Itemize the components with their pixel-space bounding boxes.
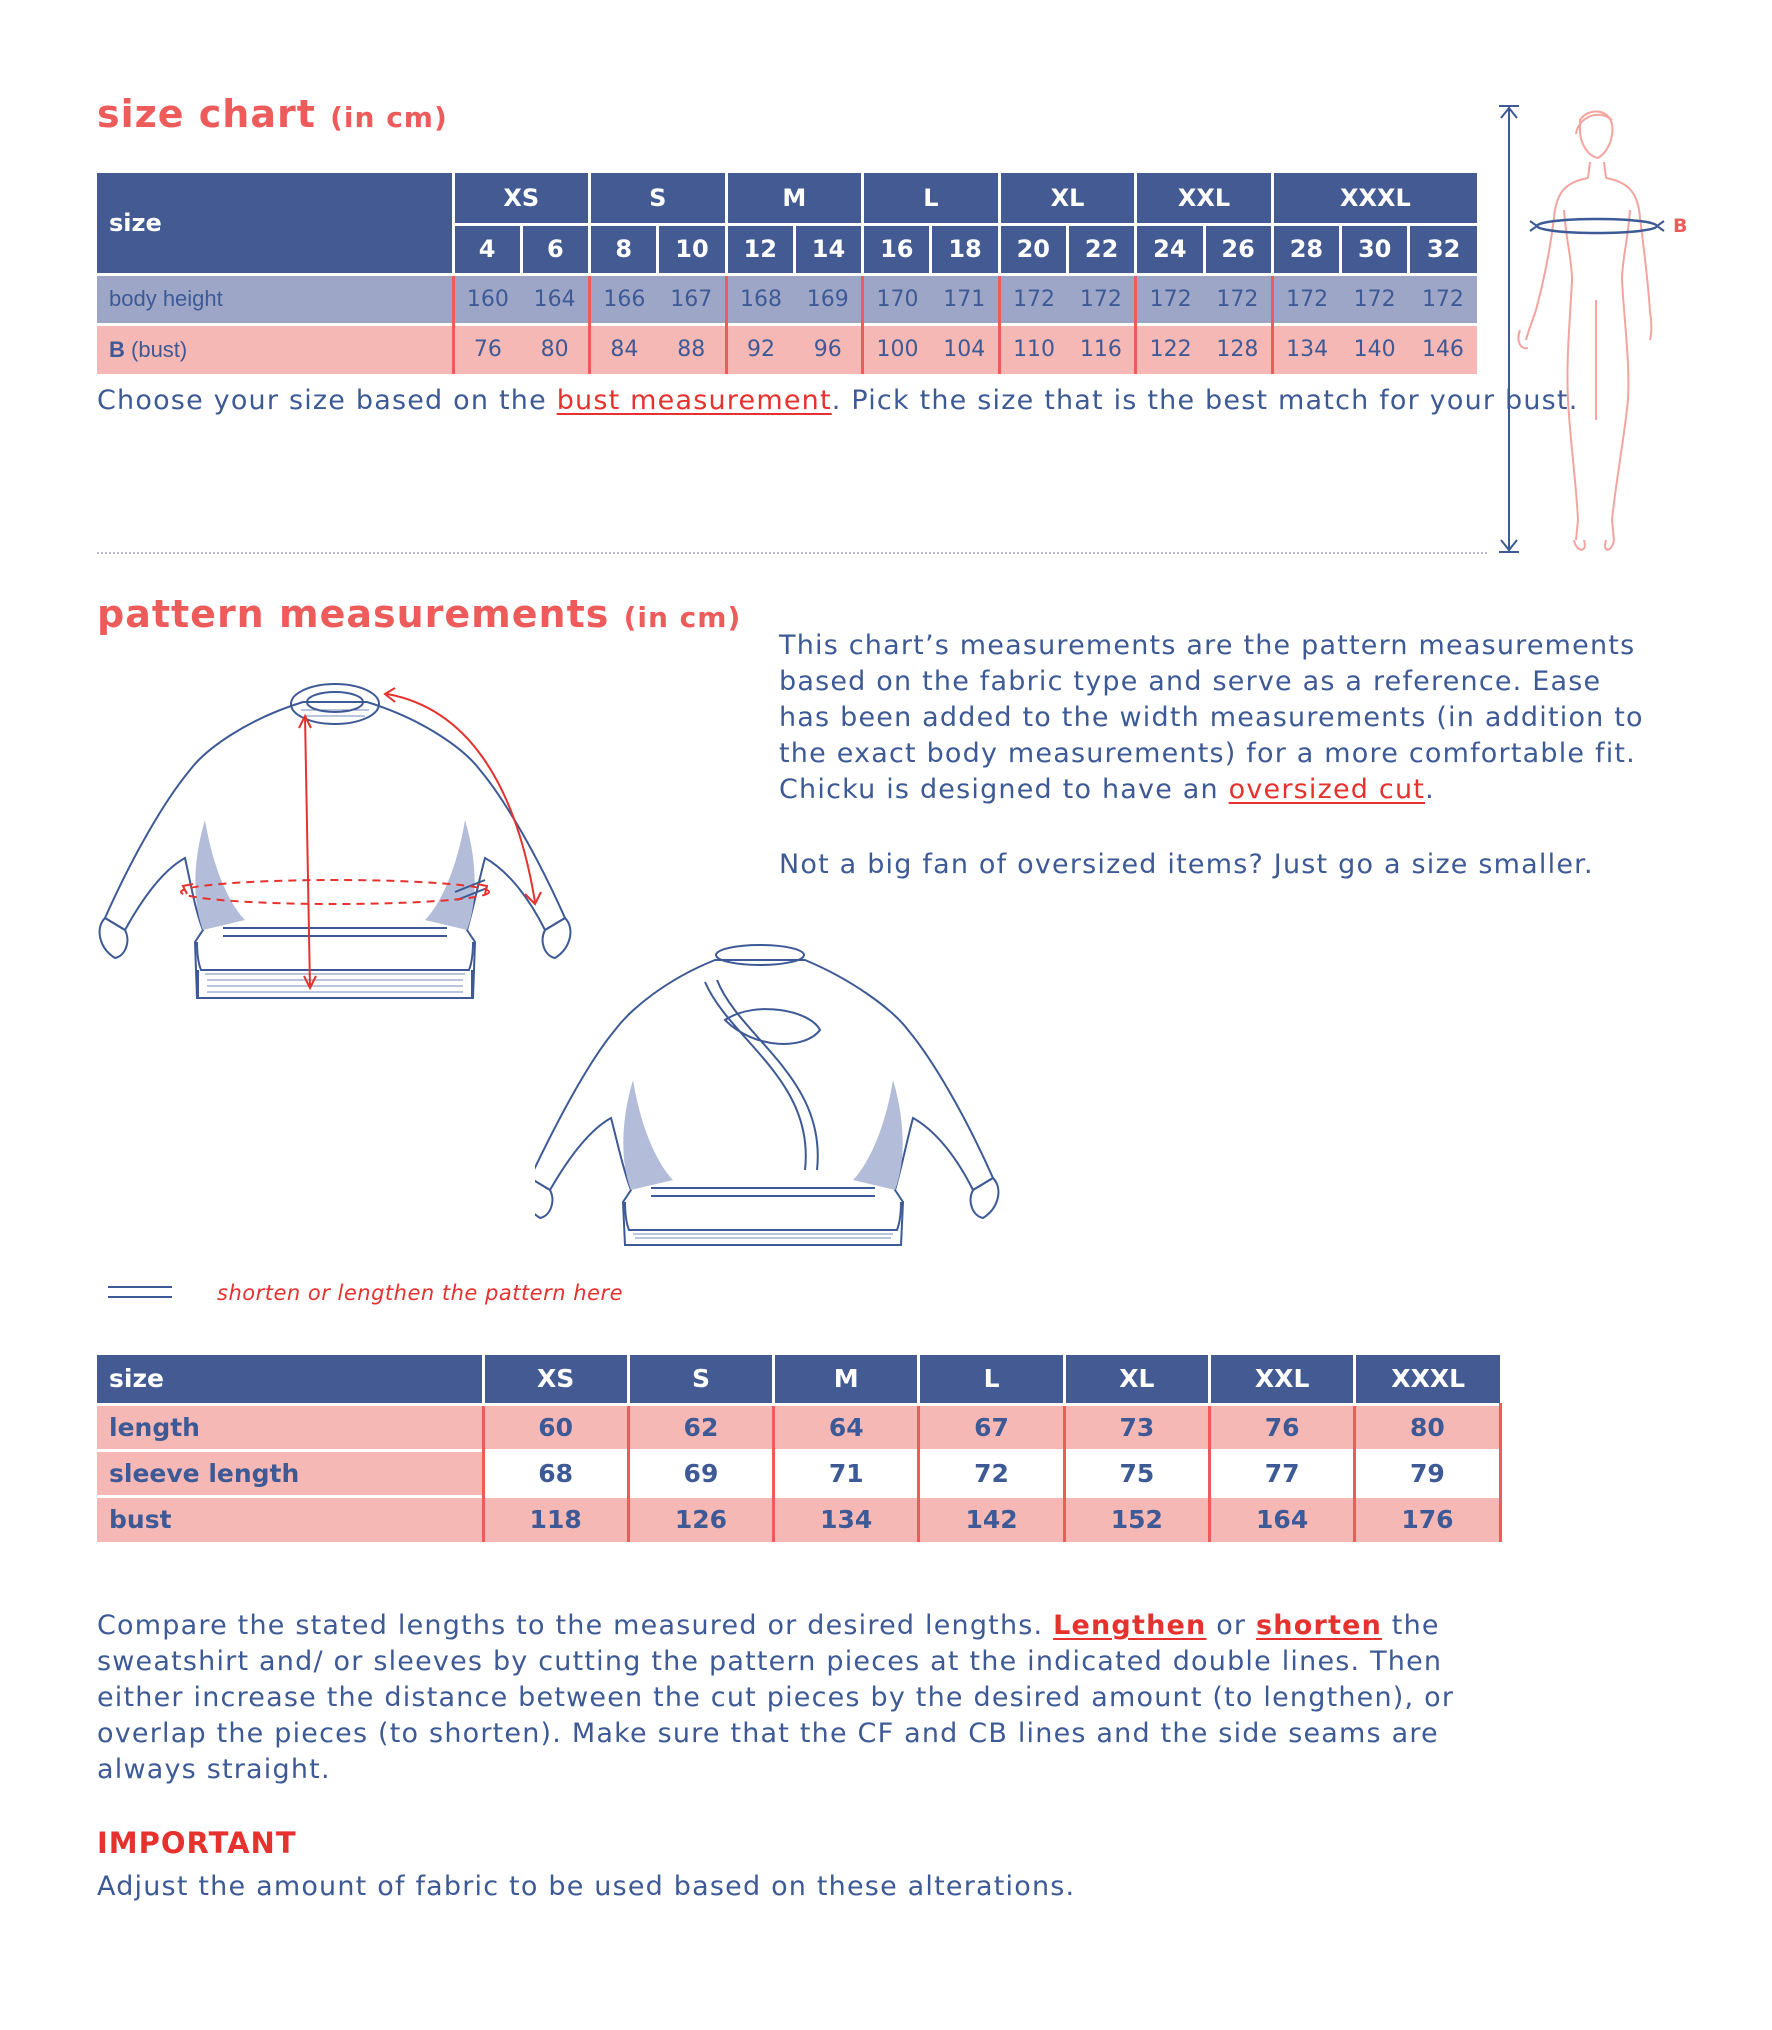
pattern-title — [97, 592, 741, 636]
body-height-value: 171 — [931, 274, 999, 324]
bust-arrow-icon — [1530, 219, 1664, 233]
bust-value: 84 — [590, 324, 658, 374]
body-height-value: 172 — [1409, 274, 1477, 324]
size-chart-unit: (in cm) — [330, 101, 448, 134]
pattern-value: 118 — [483, 1496, 628, 1542]
bust-value: 146 — [1409, 324, 1477, 374]
body-height-value: 172 — [1272, 274, 1340, 324]
pattern-value: 76 — [1209, 1404, 1354, 1450]
body-height-value: 160 — [453, 274, 521, 324]
pattern-value: 152 — [1064, 1496, 1209, 1542]
size-number: 6 — [521, 224, 589, 274]
oversized-cut-link[interactable]: oversized cut — [1228, 774, 1426, 805]
pattern-value: 126 — [628, 1496, 773, 1542]
pattern-col-xl: XL — [1064, 1355, 1209, 1404]
size-chart-note — [97, 383, 1579, 419]
size-number: 18 — [931, 224, 999, 274]
compare-paragraph — [97, 1608, 1517, 1788]
size-group-l: L — [863, 173, 1000, 224]
height-arrow-icon — [1499, 106, 1519, 552]
bust-row — [97, 324, 1477, 374]
pattern-col-m: M — [774, 1355, 919, 1404]
pattern-value: 73 — [1064, 1404, 1209, 1450]
size-number: 22 — [1067, 224, 1135, 274]
bust-measurement-link[interactable]: bust measurement — [556, 385, 832, 416]
pattern-value: 64 — [774, 1404, 919, 1450]
bust-label-rest: (bust) — [124, 336, 188, 362]
pattern-header-row — [97, 1355, 1500, 1404]
size-header-label: size — [97, 173, 453, 274]
important-text: Adjust the amount of fabric to be used based on these alterations. — [97, 1871, 1076, 1902]
pattern-row-sleeve — [97, 1450, 1500, 1496]
bust-label-b: B — [109, 336, 125, 362]
size-chart-title — [97, 92, 448, 136]
bust-value: 100 — [863, 324, 931, 374]
pattern-title-text: pattern measurements — [97, 592, 610, 636]
shorten-lengthen-legend-text: shorten or lengthen the pattern here — [217, 1281, 623, 1305]
pattern-value: 72 — [919, 1450, 1064, 1496]
pattern-unit: (in cm) — [623, 601, 742, 634]
bust-value: 88 — [658, 324, 726, 374]
size-number: 4 — [453, 224, 521, 274]
size-number: 8 — [590, 224, 658, 274]
bust-value: 96 — [794, 324, 862, 374]
length-label: length — [97, 1404, 483, 1450]
pattern-col-xxl: XXL — [1209, 1355, 1354, 1404]
pattern-value: 60 — [483, 1404, 628, 1450]
size-number: 10 — [658, 224, 726, 274]
pattern-row-length — [97, 1404, 1500, 1450]
body-height-value: 172 — [1204, 274, 1272, 324]
body-height-value: 170 — [863, 274, 931, 324]
bust-value: 80 — [521, 324, 589, 374]
bust-value: 116 — [1067, 324, 1135, 374]
pattern-header-label: size — [109, 1364, 164, 1394]
pattern-value: 142 — [919, 1496, 1064, 1542]
pattern-value: 62 — [628, 1404, 773, 1450]
size-number: 16 — [863, 224, 931, 274]
pattern-col-s: S — [628, 1355, 773, 1404]
pattern-value: 79 — [1355, 1450, 1500, 1496]
size-group-s: S — [590, 173, 727, 224]
note-text-after: . Pick the size that is the best match for your bust. — [831, 385, 1579, 416]
compare-text-3: the sweatshirt and/ or sleeves by cutting the pattern pieces at the indicated double lines. Then either increase the distance between the cut pieces by the desired amount (to lengthen), or overlap the pieces (to shorten). Make sure that the CF and CB lines and the side seams are always straight. — [97, 1610, 1455, 1785]
size-group-xxxl: XXXL — [1272, 173, 1477, 224]
pattern-value: 68 — [483, 1450, 628, 1496]
pattern-value: 77 — [1209, 1450, 1354, 1496]
size-number: 20 — [999, 224, 1067, 274]
size-number: 12 — [726, 224, 794, 274]
body-height-value: 172 — [999, 274, 1067, 324]
body-height-row — [97, 274, 1477, 324]
bust-pattern-label: bust — [97, 1496, 483, 1542]
size-number: 28 — [1272, 224, 1340, 274]
size-number: 24 — [1136, 224, 1204, 274]
size-group-xl: XL — [999, 173, 1136, 224]
pattern-value: 134 — [774, 1496, 919, 1542]
body-height-value: 169 — [794, 274, 862, 324]
pattern-table — [97, 1355, 1502, 1542]
lengthen-link[interactable]: Lengthen — [1053, 1610, 1207, 1641]
compare-text-1: Compare the stated lengths to the measured or desired lengths. — [97, 1610, 1054, 1641]
pattern-row-bust — [97, 1496, 1500, 1542]
section-divider — [97, 552, 1487, 554]
pattern-value: 80 — [1355, 1404, 1500, 1450]
woman-figure-icon — [1518, 111, 1651, 549]
pattern-col-l: L — [919, 1355, 1064, 1404]
bust-value: 110 — [999, 324, 1067, 374]
pattern-col-xs: XS — [483, 1355, 628, 1404]
pattern-value: 67 — [919, 1404, 1064, 1450]
pattern-value: 176 — [1355, 1496, 1500, 1542]
body-height-value: 164 — [521, 274, 589, 324]
size-group-xxl: XXL — [1136, 173, 1273, 224]
body-height-value: 172 — [1067, 274, 1135, 324]
bust-value: 122 — [1136, 324, 1204, 374]
body-figure — [1480, 100, 1670, 565]
bust-figure-label: B — [1673, 215, 1688, 237]
bust-value: 134 — [1272, 324, 1340, 374]
important-heading: IMPORTANT — [97, 1826, 297, 1860]
body-height-value: 166 — [590, 274, 658, 324]
bust-value: 92 — [726, 324, 794, 374]
pattern-description-2: Not a big fan of oversized items? Just go a size smaller. — [779, 849, 1594, 880]
pattern-description — [779, 628, 1649, 808]
note-text-before: Choose your size based on the — [97, 385, 557, 416]
pattern-desc-before: This chart’s measurements are the pattern measurements based on the fabric type and serve as a reference. Ease has been added to the width measurements (in addition to the exact body measurements) for a more comfortable fit. Chicku is designed to have an — [779, 630, 1644, 805]
pattern-value: 75 — [1064, 1450, 1209, 1496]
bust-value: 140 — [1341, 324, 1409, 374]
back-sweatshirt-illustration — [535, 940, 1095, 1255]
size-chart-title-text: size chart — [97, 92, 316, 136]
size-group-xs: XS — [453, 173, 590, 224]
size-group-row — [97, 173, 1477, 224]
body-height-value: 167 — [658, 274, 726, 324]
size-number: 26 — [1204, 224, 1272, 274]
body-height-value: 172 — [1136, 274, 1204, 324]
size-group-m: M — [726, 173, 863, 224]
size-number: 30 — [1341, 224, 1409, 274]
pattern-col-xxxl: XXXL — [1355, 1355, 1500, 1404]
compare-text-2: or — [1206, 1610, 1257, 1641]
shorten-link[interactable]: shorten — [1256, 1610, 1383, 1641]
body-height-value: 172 — [1341, 274, 1409, 324]
bust-value: 104 — [931, 324, 999, 374]
shorten-lengthen-legend-line-bottom — [108, 1296, 172, 1298]
sleeve-length-label: sleeve length — [97, 1450, 483, 1496]
shorten-lengthen-legend-line-top — [108, 1286, 172, 1288]
pattern-value: 164 — [1209, 1496, 1354, 1542]
bust-value: 128 — [1204, 324, 1272, 374]
size-number: 32 — [1409, 224, 1477, 274]
size-number: 14 — [794, 224, 862, 274]
bust-value: 76 — [453, 324, 521, 374]
pattern-value: 71 — [774, 1450, 919, 1496]
body-height-value: 168 — [726, 274, 794, 324]
size-chart-table — [97, 173, 1477, 374]
pattern-desc-after: . — [1425, 774, 1435, 805]
pattern-value: 69 — [628, 1450, 773, 1496]
body-height-label: body height — [97, 274, 453, 324]
bust-label — [97, 324, 453, 374]
